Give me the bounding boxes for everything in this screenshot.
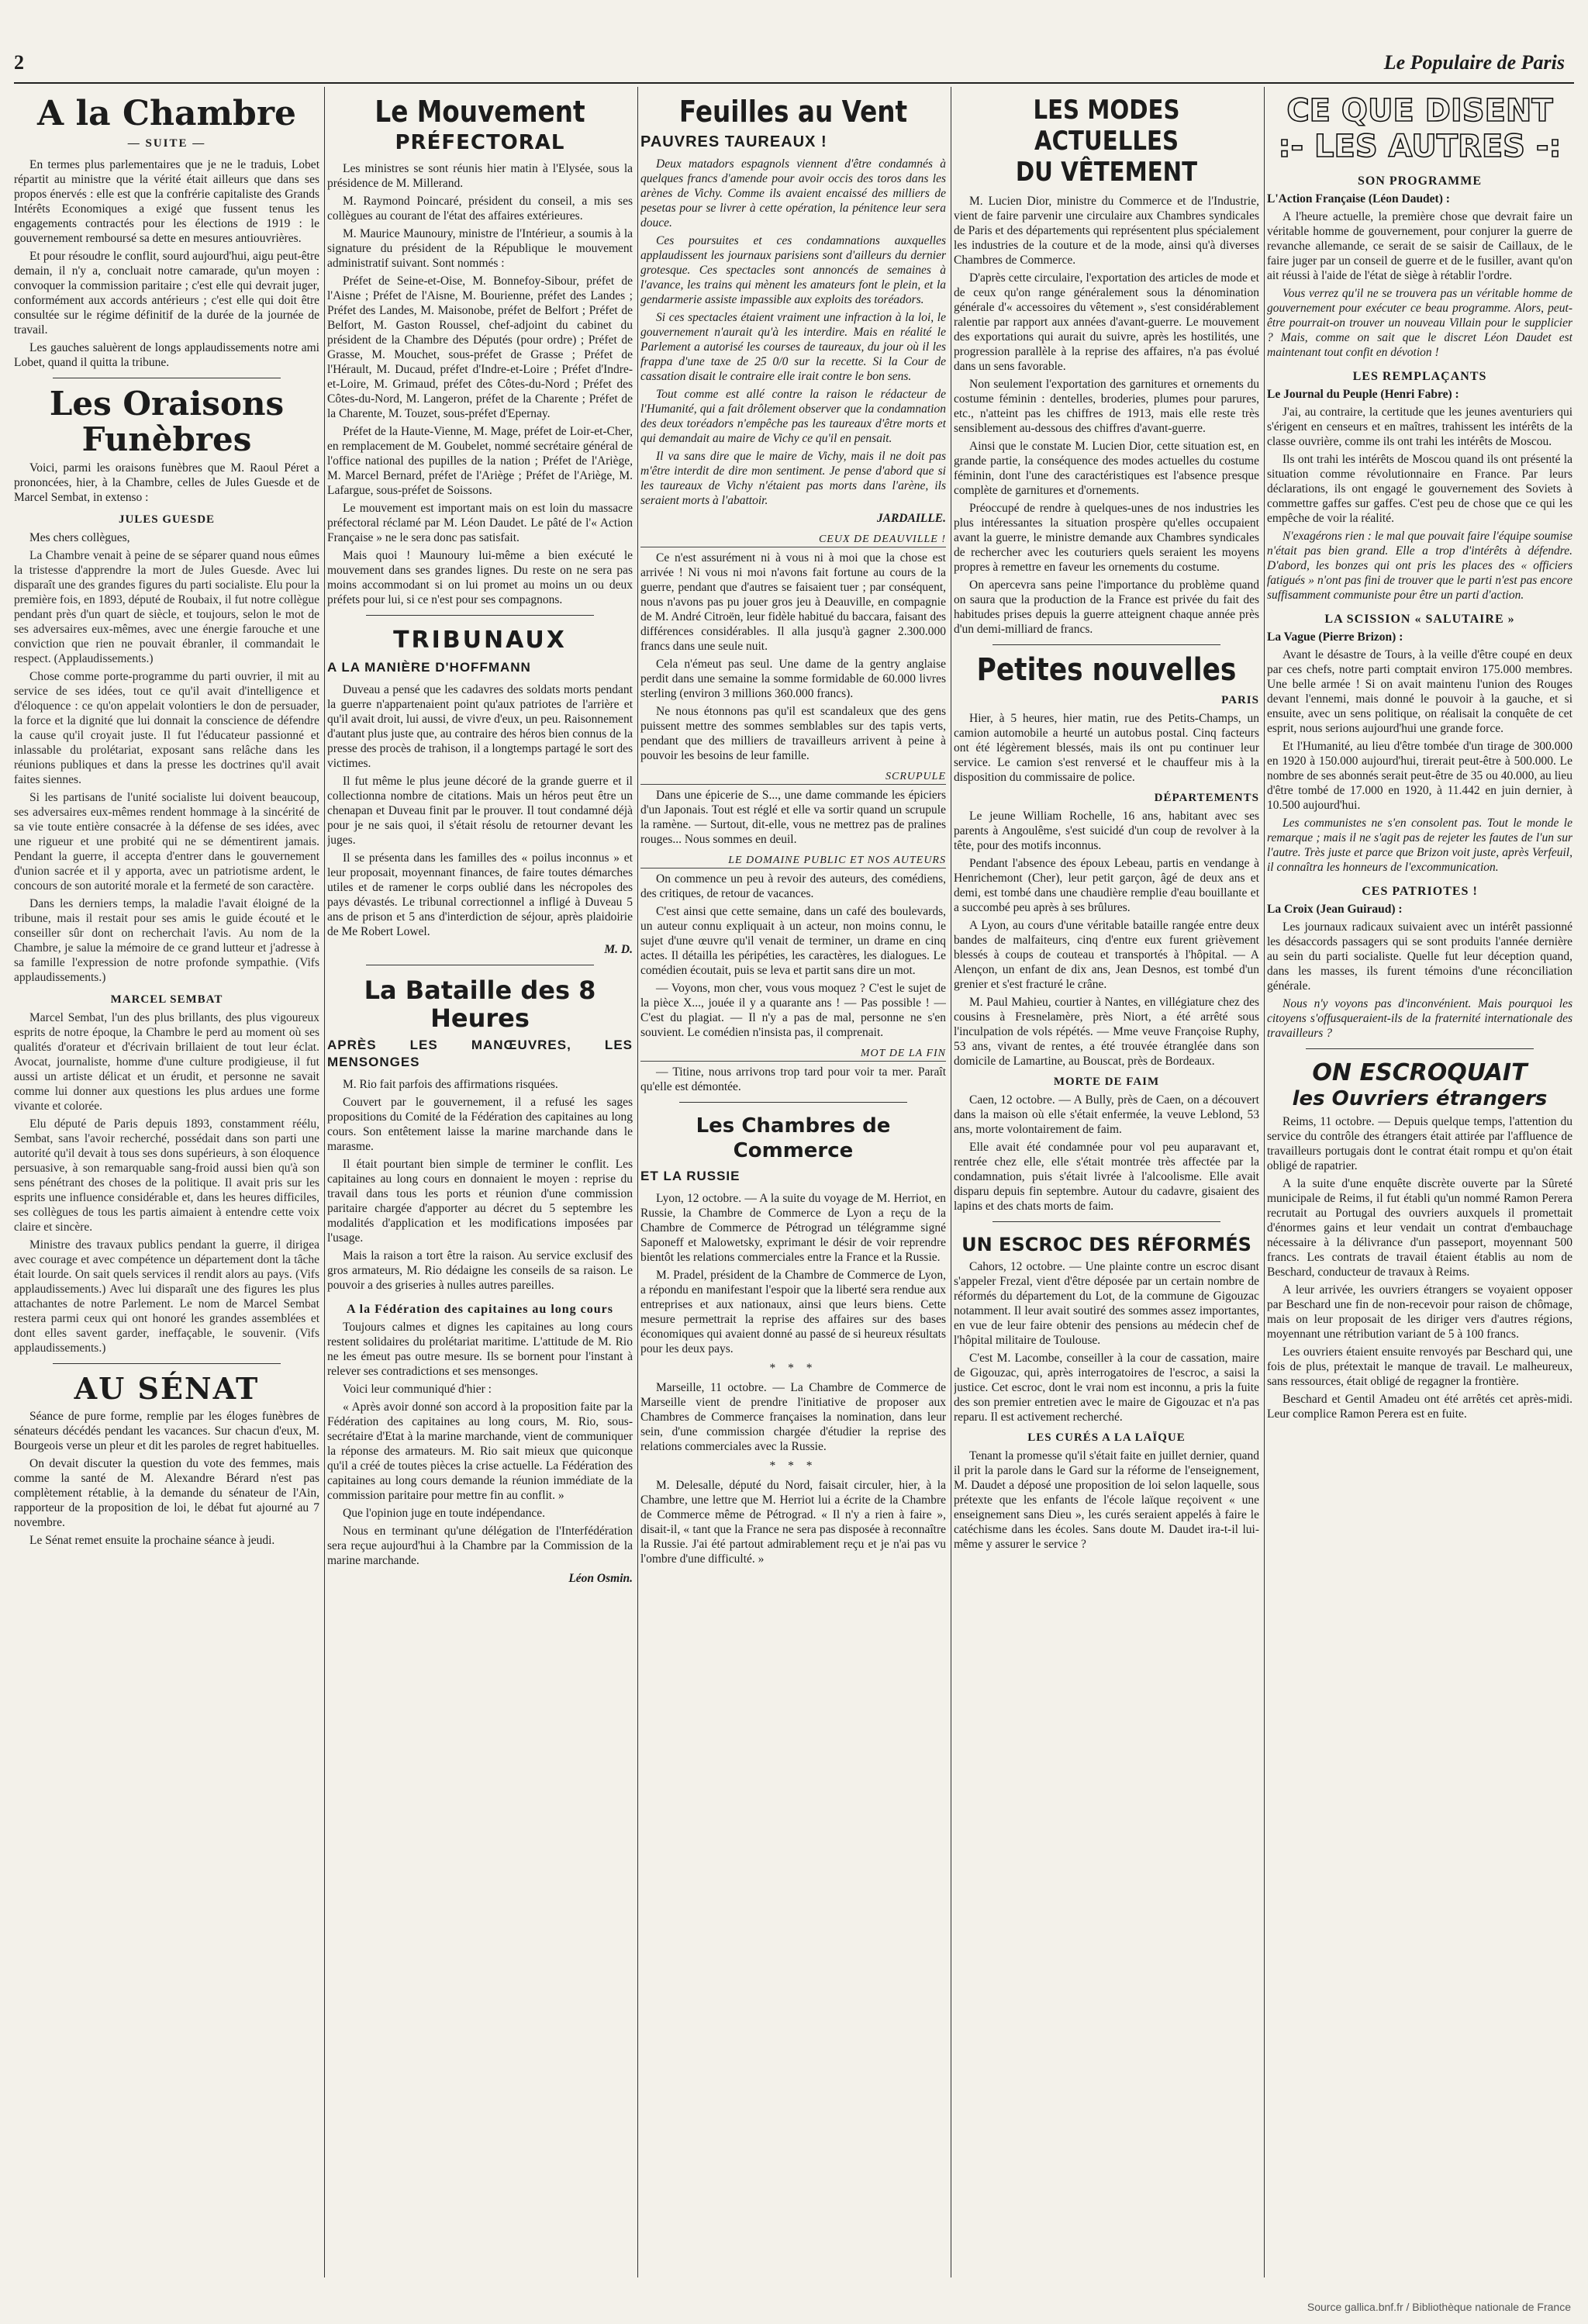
paragraph: A leur arrivée, les ouvriers étrangers se voyaient opposer par Beschard une fin de non-recevoir pour raison de chômage, mais on leur proposait de les diriger vers d'autres régions, moyennant une rétribution variant de 5 à 100 francs. — [1267, 1283, 1572, 1341]
paragraph: Les journaux radicaux suivaient avec un intérêt passionné les désaccords passagers qui se sont produits l'année dernière au sein du parti socialiste. Quelle fut leur déception quand, dans les masses, ils furent témoins d'une réconciliation générale. — [1267, 920, 1572, 993]
paragraph: Ces poursuites et ces condamnations auxquelles applaudissent les journaux parisiens sont d'ailleurs du dernier grotesque. Ces spectacles sont annoncés de semaines à l'avance, les trains qui mènent les amateurs font le plein, et la gendarmerie assiste impassible aux exploits des toréadors. — [640, 234, 946, 306]
newspaper-name: Le Populaire de Paris — [1383, 51, 1565, 74]
paragraph: M. Raymond Poincaré, président du conseil, a mis ses collègues au courant de l'état des affaires extérieures. — [327, 195, 633, 223]
paragraph: Les gauches saluèrent de longs applaudissements notre ami Lobet, quand il quitta la tribune. — [14, 341, 319, 369]
paragraph: Ministre des travaux publics pendant la guerre, il dirigea avec courage et avec compétence un département dont la tâche était lourde. On sait quels services il rendit alors au pays. (Vifs applaudissements.) Avec lui disparaît une des figures les plus attachantes de notre Parlement. Le nom de Marcel Sembat restera parmi ceux qui ont honoré les grandes assemblées et dont elles savent garder, ineffaçable, le souvenir. (Vifs applaudissements.) — [14, 1238, 319, 1355]
paragraph: Il se présenta dans les familles des « poilus inconnus » et leur proposait, moyennant finances, de faire toutes démarches utiles et de ramener le corps oublié dans les nécropoles des pays dévastés. Le tribunal correctionnel a infligé à Duveau 5 ans de prison et 5 ans d'interdiction de séjour, après plaidoirie de Me Robert Lowel. — [327, 851, 633, 938]
paragraph: C'est ainsi que cette semaine, dans un café des boulevards, un auteur connu expliquait à un acteur, non moins connu, le sujet d'une œuvre qu'il venait de terminer, un drame en cinq actes. Il détailla les péripéties, les caractères, les dialogues. Le comédien écoutait, puis se leva et partit sans dire un mot. — [640, 905, 946, 977]
paragraph: Et l'Humanité, au lieu d'être tombée d'un tirage de 300.000 en 1920 à 150.000 aujourd'hui, tirerait peut-être à 500.000. Le nombre de ses abonnés serait peut-être de 35 ou 40.000, au lieu d'être tombé de 17.000 en 1920, à 11.442 en juin dernier, à 10.500 aujourd'hui. — [1267, 740, 1572, 812]
headline-escroc-reformes: UN ESCROC DES RÉFORMÉS — [961, 1234, 1251, 1255]
article-columns — [14, 87, 1574, 2277]
paragraph: D'après cette circulaire, l'exportation des articles de mode et de ceux qu'on range généralement sous la dénomination générale d'« accessoires du vêtement », s'est considérablement ralentie par rapport aux années d'avant-guerre. Le mouvement des exportations qui aurait du suivre, après les hostilités, une progression parallèle à la reprise des affaires, n'a pas évolué dans un sens favorable. — [954, 271, 1259, 373]
paragraph: La Chambre venait à peine de se séparer quand nous eûmes la tristesse d'apprendre la mort de Jules Guesde. Avec lui disparaît une des grandes figures du parti socialiste. Elu pour la première fois, en 1893, député de Roubaix, il fut notre collègue pendant près d'un quart de siècle, et toujours, selon le mot de ses adversaires eux-mêmes, avec une énergie farouche et une conviction que rien ne pouvait ébranler, il commandait le respect. (Applaudissements.) — [14, 549, 319, 665]
paragraph: Dans les derniers temps, la maladie l'avait éloigné de la tribune, mais il restait pour ses amis le guide écouté et le conseiller sûr dont on recherchait l'avis. Au nom de la Chambre, je salue la mémoire de ce grand lutteur et j'adresse à sa famille l'expression de notre profonde sympathie. (Vifs applaudissements.) — [14, 897, 319, 984]
divider — [1306, 1048, 1534, 1049]
paragraph: Marcel Sembat, l'un des plus brillants, des plus vigoureux esprits de notre époque, la Chambre le perd au moment où ses qualités d'orateur et d'écrivain brillaient de tout leur éclat. Avocat, journaliste, homme d'une culture prodigieuse, il fut aussi un artiste délicat et un érudit, et personne ne savait comme lui donner aux questions les plus ardues une forme vivante et colorée. — [14, 1011, 319, 1113]
byline: Léon Osmin. — [568, 1572, 633, 1585]
paragraph: On commence un peu à revoir des auteurs, des comédiens, des critiques, de retour de vacances. — [640, 872, 946, 900]
paragraph: Hier, à 5 heures, hier matin, rue des Petits-Champs, un camion automobile a heurté un autobus postal. Cinq facteurs ont été légèrement blessés, mais ils ont pu continuer leur service. Le camion s'est renversé et le chauffeur mis à la disposition du commissaire de police. — [954, 712, 1259, 784]
rubric-deauville: CEUX DE DEAUVILLE ! — [640, 532, 946, 547]
subhead-taureaux: PAUVRES TAUREAUX ! — [640, 133, 827, 150]
paragraph: — Titine, nous arrivons trop tard pour voir ta mer. Paraît qu'elle est démontée. — [640, 1065, 946, 1093]
paragraph: Ce n'est assurément ni à vous ni à moi que la chose est arrivée ! Ni vous ni moi n'avons fait fortune au cours de la guerre, pendant que d'autres se faisaient tuer ; par conséquent, nous n'avons pas pu jouer gros jeu à Deauville, en compagnie de M. André Citroën, leur fidèle habitué du baccara, faisant des différences considérables. Il alla jusqu'à gagner 2.300.000 francs dans une seule nuit. — [640, 551, 946, 653]
paragraph: N'exagérons rien : le mal que pouvait faire l'équipe soumise n'était pas bien grand. Elle a trop d'intérêts à défendre. D'abord, les bonzes qui ont pris les places des « officiers fatigués » n'ont pas fini de trouver que le parti n'est pas encore suffisamment communiste pour être un parti d'action. — [1267, 530, 1572, 602]
paragraph: Ne nous étonnons pas qu'il est scandaleux que des gens puissent mettre des sommes semblables sur des tapis verts, pendant que des milliers de travailleurs arrivent à peine à pouvoir les besoins de leur famille. — [640, 705, 946, 762]
paragraph: Dans une épicerie de S..., une dame commande les épiciers d'un Japonais. Tout est réglé et elle va sortir quand un scrupule la ramène. — Surtout, dit-elle, vous ne mettrez pas de pralines rouges... Nous sommes en deuil. — [640, 789, 946, 846]
paragraph: Mais la raison a tort être la raison. Au service exclusif des gros armateurs, M. Rio dédaigne les conseils de sa raison. Le pouvoir a des griseries à nulles autres pareilles. — [327, 1249, 633, 1292]
paragraph: Ils ont trahi les intérêts de Moscou quand ils ont présenté la situation comme révolutionnaire en France. Par leurs déclarations, ils ont engagé le gouvernement des Soviets à commettre gaffes sur gaffes. C'est peu de chose que ce qui les empêche de voir la réalité. — [1267, 453, 1572, 525]
paragraph: Deux matadors espagnols viennent d'être condamnés à quelques francs d'amende pour avoir occis des toros dans les arènes de Vichy. Comme ils avaient encaissé des milliers de pesetas pour se livrer à cette opération, la pénitence leur sera douce. — [640, 157, 946, 230]
paragraph: Cahors, 12 octobre. — Une plainte contre un escroc disant s'appeler Frezal, vient d'être déposée par un certain nombre de réformés du département du Lot, de la commune de Gigouzac notamment. Il leur avait soutiré des sommes assez importantes, en vue de leur faire obtenir des pensions au médecin chef de l'hôpital militaire de Toulouse. — [954, 1260, 1259, 1347]
subhead-cures-laique: LES CURÉS A LA LAÏQUE — [1027, 1431, 1186, 1444]
divider — [679, 1102, 907, 1103]
divider — [992, 1221, 1220, 1222]
paragraph: Tenant la promesse qu'il s'était faite en juillet dernier, quand il prit la parole dans le Gard sur la réforme de l'enseignement, M. Daudet a déposé une proposition de loi selon laquelle, sous prétexte que les enfants de l'école laïque reçoivent « une enseignement sans Dieu », les curés seraient appelés à faire le catéchisme dans les écoles. Sans doute M. Daudet ira-t-il lui-même y assurer le service ? — [954, 1449, 1259, 1551]
paragraph: Le mouvement est important mais on est loin du massacre préfectoral réclamé par M. Léon Daudet. Le pâté de l'« Action Française » ne le sera donc pas satisfait. — [327, 502, 633, 544]
paragraph: Préfet de la Haute-Vienne, M. Mage, préfet de Loir-et-Cher, en remplacement de M. Goubelet, nommé secrétaire général de l'office national des pupilles de la nation ; Préfet de l'Ariège, M. Marcel Bernard, préfet de l'Ariège ; Préfet de l'Ariège, M. Lafargue, sous-préfet de Soissons. — [327, 425, 633, 497]
paragraph: Préoccupé de rendre à quelques-unes de nos industries les plus intéressantes la situation prospère qu'elles occupaient avant la guerre, le ministre demande aux Chambres syndicales de rechercher avec les couturiers quels seraient les moyens propres à remettre en faveur les ornements du costume. — [954, 502, 1259, 574]
source-journal-du-peuple: Le Journal du Peuple (Henri Fabre) : — [1267, 388, 1459, 401]
paragraph: Il était pourtant bien simple de terminer le conflit. Les capitaines au long cours en donnaient le moyen : reprise du travail dans tous les ports et réunion d'une commission paritaire chargée d'apporter au décret du 5 septembre les modalités d'application et les modifications imposées par l'usage. — [327, 1158, 633, 1245]
column-modes — [954, 87, 1259, 2277]
source-action-francaise: L'Action Française (Léon Daudet) : — [1267, 192, 1450, 205]
page-number: 2 — [14, 51, 24, 74]
column-ce-que-disent — [1267, 87, 1572, 2277]
headline-ouvriers-etrangers: les Ouvriers étrangers — [1292, 1087, 1548, 1110]
paragraph: Mes chers collègues, — [29, 531, 130, 544]
paragraph: Beschard et Gentil Amadeu ont été arrêtés cet après-midi. Leur complice Ramon Perera est en fuite. — [1267, 1393, 1572, 1421]
byline: JARDAILLE. — [876, 512, 946, 525]
paragraph: M. Delesalle, député du Nord, faisait circuler, hier, à la Chambre, une lettre que M. Herriot lui a écrite de la Chambre de Commerce même de Pétrograd. « Il n'y a rien à faire », disait-il, « tant que la France ne sera pas disposée à reconnaître la Russie. J'ai été partout admirablement reçu et je n'ai pas vu l'ombre d'une difficulté. » — [640, 1479, 946, 1566]
kicker-suite: — SUITE — — [127, 137, 206, 150]
paragraph: Les ouvriers étaient ensuite renvoyés par Beschard qui, une fois de plus, prétextait le manque de travail. Le malheureux, sans ressources, était obligé de regagner la frontière. — [1267, 1345, 1572, 1388]
paragraph: Les communistes ne s'en consolent pas. Tout le monde le remarque ; mais il ne s'agit pas de rejeter les fautes de l'un sur l'autre. Très juste et parce que Brizon voit juste, après Verfeuil, il connaîtra les honneurs de l'excommunication. — [1267, 817, 1572, 874]
paragraph: Couvert par le gouvernement, il a refusé les sages propositions du Comité de la Fédération des capitaines au long cours. Son entêtement laisse la marine marchande dans le marasme. — [327, 1096, 633, 1153]
paragraph: C'est M. Lacombe, conseiller à la cour de cassation, maire de Gigouzac, qui, après interrogatoires de l'escroc, a saisi la justice. Cet escroc, dont le vrai nom est inconnu, a pris la fuite des son premier entretien avec le maire de Gigouzac et n'a pas reparu. Il est activement recherché. — [954, 1352, 1259, 1424]
paragraph: Le Sénat remet ensuite la prochaine séance à jeudi. — [29, 1534, 275, 1547]
paragraph: En termes plus parlementaires que je ne le traduis, Lobet répartit au ministre que la vérité était ailleurs que dans ses propos énervés : elle est que la confrérie capitaliste des Grands Intérêts Economiques a exigé que fussent tenus les engagements contractés pour les élections de 1919 : le gouvernement remboursé sa dette en mesures antiouvrières. — [14, 158, 319, 245]
paragraph: Nous n'y voyons pas d'inconvénient. Mais pourquoi les citoyens s'offusqueraient-ils de la fraternité internationale des travailleurs ? — [1267, 997, 1572, 1040]
divider — [366, 615, 594, 616]
paragraph: Reims, 11 octobre. — Depuis quelque temps, l'attention du service du contrôle des étrangers était attirée par l'affluence de travailleurs portugais dont le contrat était rompu et qu'on était obligé de rapatrier. — [1267, 1115, 1572, 1172]
column-divider — [637, 87, 638, 2277]
source-la-croix: La Croix (Jean Guiraud) : — [1267, 903, 1403, 916]
headline-mouvement: Le Mouvement — [375, 95, 585, 129]
paragraph: — Voyons, mon cher, vous vous moquez ? C'est le sujet de la pièce X..., jouée il y a quarante ans ! — Pas possible ! — C'est du plagiat. — Il n'y a pas de mal, personne ne s'en souvient. Le comédien n'insista pas, il comprenait. — [640, 982, 946, 1039]
headline-chambre: A la Chambre — [36, 94, 297, 133]
paragraph: Voici, parmi les oraisons funèbres que M. Raoul Péret a prononcées, hier, à la Chambre, celles de Jules Guesde et de Marcel Sembat, in extenso : — [14, 461, 319, 504]
paragraph: J'ai, au contraire, la certitude que les jeunes aventuriers qui s'érigent en censeurs et en maîtres, trahissent les intérêts de la classe ouvrière, comme ils ont trahi les intérêts de Moscou. — [1267, 406, 1572, 448]
paragraph: Les ministres se sont réunis hier matin à l'Elysée, sous la présidence de M. Millerand. — [327, 162, 633, 190]
paragraph: Séance de pure forme, remplie par les éloges funèbres de sénateurs décédés pendant les vacances. Sur chacun d'eux, M. Bourgeois verse un pleur et dit les paroles de regret habituelles. — [14, 1410, 319, 1452]
paragraph: Il fut même le plus jeune décoré de la grande guerre et il collectionna nombre de citations. Mais un héros peut être un chenapan et Duveau finit par le prouver. Il tout condamné déjà pour je ne sais quoi, il s'était résolu de retourner devant les juges. — [327, 775, 633, 847]
headline-petites-nouvelles: Petites nouvelles — [976, 652, 1237, 688]
column-feuilles — [640, 87, 946, 2277]
paragraph: Nous en terminant qu'une délégation de l'Interfédération sera reçue aujourd'hui à la Chambre par la Commission de la marine marchande. — [327, 1525, 633, 1567]
column-divider — [324, 87, 325, 2277]
separator-stars: * * * — [769, 1362, 817, 1375]
paragraph: Pendant l'absence des époux Lebeau, partis en vendange à Henrichemont (Cher), leur petit garçon, âgé de deux ans et demi, est tombé dans une chaudière remplie d'eau bouillante et a succombé peu après à ses brûlures. — [954, 857, 1259, 914]
paragraph: Ainsi que le constate M. Lucien Dior, cette situation est, en grande partie, la conséquence des modes actuelles du costume féminin, dont l'une des caractéristiques est l'absence presque complète de garnitures et d'ornements. — [954, 440, 1259, 497]
subhead-patriotes: CES PATRIOTES ! — [1362, 885, 1478, 898]
paragraph: A la suite d'une enquête discrète ouverte par la Sûreté municipale de Reims, il fut établi qu'un nommé Ramon Perera recrutait au Portugal des ouvriers auxquels il promettait d'énormes gains et leur vendait un contrat d'embauchage nécessaire à la délivrance d'un passeport, moyennant 500 francs. Les contrats de travail étaient établis au nom de Beschard, conducteur de travaux à Reims. — [1267, 1177, 1572, 1279]
paragraph: Si ces spectacles étaient vraiment une infraction à la loi, le gouvernement n'aurait qu'à les interdire. Mais en réalité le Parlement a autorisé les courses de taureaux, du jour où il les frappa d'une taxe de 25 0/0 sur la recette. Si la Cour de cassation disait le contraire elle irait contre le bon sens. — [640, 311, 946, 383]
subhead-sembat: MARCEL SEMBAT — [110, 993, 223, 1006]
paragraph: Tout comme est allé contre la raison le rédacteur de l'Humanité, qui a fait drôlement observer que la condamnation des deux toréadors n'empêche pas les taureaux d'être morts et qui demandait au maire de Vichy ce qu'il en pensait. — [640, 388, 946, 445]
source-la-vague: La Vague (Pierre Brizon) : — [1267, 630, 1403, 644]
subhead-programme: SON PROGRAMME — [1357, 174, 1483, 188]
subhead-federation: A la Fédération des capitaines au long cours — [346, 1303, 613, 1316]
byline: M. D. — [604, 943, 633, 956]
paragraph: On apercevra sans peine l'importance du problème quand on saura que la production de la France est privée du fait des habitudes prises depuis la guerre atteignent chaque année près d'un demi-milliard de francs. — [954, 578, 1259, 636]
paragraph: Marseille, 11 octobre. — La Chambre de Commerce de Marseille vient de prendre l'initiative de proposer aux Chambres de Commerce françaises la nomination, dans leur sein, d'une commission chargée d'étudier la reprise des relations commerciales avec la Russie. — [640, 1381, 946, 1453]
subhead-guesde: JULES GUESDE — [118, 513, 216, 526]
headline-ce-que-disent: CE QUE DISENT — [1286, 93, 1553, 129]
paragraph: Chose comme porte-programme du parti ouvrier, il mit au service de ses idées, tout ce qu'il avait d'intelligence et d'éloquence : ce qu'on appelait volontiers le don de persuader, la force et la dignité que lui donnait la conscience de défendre la cause qu'il croyait juste. Il fut l'éducateur passionné et inlassable du prolétariat, exposant sans relâche dans les réunions publiques et dans la presse les doctrines qu'il avait faites siennes. — [14, 670, 319, 786]
headline-escroquait: ON ESCROQUAIT — [1312, 1059, 1528, 1086]
divider — [53, 1363, 281, 1364]
paragraph: M. Pradel, président de la Chambre de Commerce de Lyon, a répondu en manifestant l'espoir que la liberté sera rendue aux entreprises et aux nationaux, ainsi que leurs biens. Cette mesure permettrait la reprise des affaires sur des bases économiques qui avaient donné au passé de si heureux résultats pour les deux pays. — [640, 1269, 946, 1355]
paragraph: Cela n'émeut pas seul. Une dame de la gentry anglaise perdit dans une semaine la somme formidable de 60.000 livres sterling (environ 3 millions 360.000 francs). — [640, 658, 946, 700]
paragraph: Le jeune William Rochelle, 16 ans, habitant avec ses parents à Angoulême, s'est suicidé d'un coup de revolver à la tête, pour des motifs inconnus. — [954, 810, 1259, 852]
paragraph: Elle avait été condamnée pour vol peu auparavant et, rentrée chez elle, elle s'était montrée très affectée par la condamnation, puis s'était livrée à l'alcoolisme. Elle avait disparu depuis fin septembre. Autour du cadavre, gisaient des lapins et des chats morts de faim. — [954, 1141, 1259, 1213]
paragraph: Avant le désastre de Tours, à la veille d'être coupé en deux par ces chefs, notre parti comptait environ 175.000 membres. Une belle armée ! Si on avait maintenu l'union des Rouges devant l'ennemi, mais donné le pouvoir à la gauche, et si ensuite, avec un sens politique, on réalisait la conquête de cet esprit, nous serions aujourd'hui une grande force. — [1267, 648, 1572, 735]
paragraph: On devait discuter la question du vote des femmes, mais comme la santé de M. Alexandre Bérard n'est pas complètement rétablie, à la demande du sénateur de l'Ain, rapporteur de la proposition de loi, le débat fut ajourné au 7 novembre. — [14, 1457, 319, 1529]
paragraph: A Lyon, au cours d'une véritable bataille rangée entre deux bandes de malfaiteurs, cinq d'entre eux furent grièvement blessés à coups de couteau et transportés à l'hôpital. — A Alençon, un enfant de dix ans, Jean Desnos, est tombé d'un grenier et s'est fracturé le crâne. — [954, 919, 1259, 991]
headline-modes-line1: LES MODES ACTUELLES — [1033, 95, 1180, 157]
separator-stars: * * * — [769, 1459, 817, 1473]
paragraph: Et pour résoudre le conflit, sourd aujourd'hui, aigu peut-être demain, il n'y a, concluait notre camarade, qu'un moyen : convoquer la commission paritaire ; c'est elle qui devrait juger, conformément aux accords antérieurs ; c'est elle qui doit être consultée sur le régime définitif de la durée de la journée de travail. — [14, 250, 319, 337]
paragraph: M. Lucien Dior, ministre du Commerce et de l'Industrie, vient de faire parvenir une circulaire aux Chambres syndicales de Paris et des départements qui représentent plus spécialement les industries de la couture et de la mode, ainsi qu'à diverses Chambres de Commerce. — [954, 195, 1259, 267]
dateline-paris: PARIS — [1221, 694, 1259, 706]
paragraph: Caen, 12 octobre. — A Bully, près de Caen, on a découvert dans la maison où elle s'était enfermée, la veuve Leblond, 53 ans, morte volontairement de faim. — [954, 1093, 1259, 1136]
headline-modes-line2: DU VÊTEMENT — [1015, 157, 1198, 188]
subhead-hoffmann: A LA MANIÈRE D'HOFFMANN — [327, 660, 531, 675]
paragraph: Lyon, 12 octobre. — A la suite du voyage de M. Herriot, en Russie, la Chambre de Commerce de Lyon a reçu de la Chambre de Commerce de Pétrograd un télégramme signé Saponeff et Malowetsky, exprimant le désir de voir reprendre bientôt les relations commerciales entre la France et la Russie. — [640, 1192, 946, 1264]
paragraph: « Après avoir donné son accord à la proposition faite par la Fédération des capitaines au long cours, M. Rio, sous-secrétaire d'Etat à la marine marchande, vient de communiquer la réponse des armateurs. M. Rio sait mieux que quiconque qu'il a créé de toutes pièces la crise actuelle. La Fédération des capitaines au long cours demande la réunion immédiate de la commission paritaire pour mettre fin au conflit. » — [327, 1400, 633, 1502]
paragraph: Si les partisans de l'unité socialiste lui doivent beaucoup, ses adversaires eux-mêmes rendent hommage à la sincérité de sa vie toute entière consacrée à la défense de ses idées, avec une rigueur et une probité qui ne se démentirent jamais. Pendant la guerre, il accepta d'entrer dans le gouvernement d'union sacrée et il y apporta, avec un patriotisme ardent, le concours de son autorité morale et la fermeté de son caractère. — [14, 791, 319, 893]
column-divider — [1264, 87, 1265, 2277]
headline-tribunaux: TRIBUNAUX — [393, 627, 567, 654]
paragraph: Préfet de Seine-et-Oise, M. Bonnefoy-Sibour, préfet de l'Aisne ; Préfet de l'Aisne, M. Bourienne, préfet des Landes ; Préfet des Landes, M. Maisonobe, préfet de Belfort ; Préfet de Belfort, M. Gaston Roussel, chef-adjoint du cabinet du président de la Chambre des Députés (pour ordre) ; Préfet de Grasse, M. Mouchet, sous-préfet de Grasse ; Préfet de l'Hérault, M. Ducaud, préfet d'Indre-et-Loire ; Préfet d'Indre-et-Loire, M. Grimaud, préfet des Côtes-du-Nord ; Préfet des Côtes-du-Nord, M. Langeron, préfet de la Charente ; Préfet de la Charente, M. Touzet, sous-préfet d'Epernay. — [327, 275, 633, 420]
subhead-russie: ET LA RUSSIE — [640, 1169, 740, 1183]
subhead-manoeuvres: APRÈS LES MANŒUVRES, LES MENSONGES — [327, 1038, 633, 1069]
paragraph: A l'heure actuelle, la première chose que devrait faire un véritable homme de gouvernement, pour conjurer la guerre de revanche allemande, ce serait de se saisir de Caillaux, de le faire juger par un conseil de guerre et de le fusiller, avant qu'on ait réussi à l'aide de l'état de siège à rétablir l'ordre. — [1267, 210, 1572, 282]
paragraph: Duveau a pensé que les cadavres des soldats morts pendant la guerre n'appartenaient point qu'aux patriotes de l'arrière et qu'il avait droit, lui aussi, de vivre d'eux, un peu. Raisonnement d'autant plus juste que, au contraire des héros bien connus de la presse des procès de trahison, il a longtemps partagé le sort des victimes. — [327, 683, 633, 770]
dateline-departements: DÉPARTEMENTS — [1154, 792, 1259, 804]
headline-feuilles: Feuilles au Vent — [678, 95, 908, 129]
paragraph: Toujours calmes et dignes les capitaines au long cours restent solidaires du prolétariat maritime. L'attitude de M. Rio ne les émeut pas outre mesure. Ils se bornent pour l'instant à relever ses contradictions et ses mensonges. — [327, 1321, 633, 1378]
paragraph: Que l'opinion juge en toute indépendance. — [343, 1507, 546, 1520]
headline-senat: AU SÉNAT — [74, 1371, 260, 1406]
headline-bataille: La Bataille des 8 Heures — [364, 976, 596, 1033]
headline-chambres-commerce: Les Chambres de Commerce — [696, 1114, 891, 1162]
paragraph: Voici leur communiqué d'hier : — [343, 1383, 492, 1396]
paragraph: Elu député de Paris depuis 1893, constamment réélu, Sembat, sans l'avoir recherché, possédait dans son parti une autorité qu'il devait à tous ses dons supérieurs, à son éloquence persuasive, à son remarquable sang-froid aussi bien qu'à son sens pénétrant des choses de la politique. Il avait pris sur les esprits une influence considérable et, dans les heures difficiles, ses collègues de tous les partis aimaient à entendre cette voix claire et sincère. — [14, 1117, 319, 1234]
rubric-mot-de-la-fin: MOT DE LA FIN — [640, 1046, 946, 1062]
source-footer: Source gallica.bnf.fr / Bibliothèque nationale de France — [1307, 2301, 1571, 2313]
column-chambre — [14, 87, 319, 2277]
rubric-scrupule: SCRUPULE — [640, 769, 946, 785]
headline-oraisons: Les Oraisons Funèbres — [49, 385, 285, 458]
rubric-domaine-public: LE DOMAINE PUBLIC ET NOS AUTEURS — [640, 853, 946, 868]
subhead-remplacants: LES REMPLAÇANTS — [1352, 370, 1487, 383]
paragraph: M. Paul Mahieu, courtier à Nantes, en villégiature chez des cousins à Fresnelamère, près Niort, a été arrêté sous l'inculpation de vols répétés. — Mme veuve Françoise Ruphy, 53 ans, vivant de rentes, a été trouvée étranglée dans son domicile de Lamartine, au Bouscat, près de Bordeaux. — [954, 996, 1259, 1068]
paragraph: Mais quoi ! Maunoury lui-même a bien exécuté le mouvement dans ses grandes lignes. Du reste on ne sera pas moins accommodant si on lui promet au moins un ou deux préfets pour lui, si ce n'est pour ses compagnons. — [327, 549, 633, 606]
headline-les-autres: :- LES AUTRES -: — [1278, 129, 1562, 164]
subhead-morte-de-faim: MORTE DE FAIM — [1053, 1076, 1160, 1088]
paragraph: M. Maurice Maunoury, ministre de l'Intérieur, a soumis à la signature du président de la République le mouvement administratif suivant. Sont nommés : — [327, 227, 633, 270]
paragraph: Il va sans dire que le maire de Vichy, mais il ne doit pas m'être interdit de dire mon sentiment. Je pense d'abord que si les taureaux de Vichy n'étaient pas morts dans l'arène, ils seraient morts à l'abattoir. — [640, 450, 946, 507]
column-mouvement — [327, 87, 633, 2277]
subhead-scission: LA SCISSION « SALUTAIRE » — [1324, 613, 1515, 626]
subhead-prefectoral: PRÉFECTORAL — [395, 131, 565, 154]
paragraph: Non seulement l'exportation des garnitures et ornements du costume féminin : dentelles, broderies, plumes pour parures, etc., n'atteint pas les chiffres de 1913, mais elle reste très sensiblement au-dessous des chiffres d'avant-guerre. — [954, 378, 1259, 435]
paragraph: Vous verrez qu'il ne se trouvera pas un véritable homme de gouvernement pour exécuter ce beau programme. Alors, peut-être pourrait-on trouver un nouveau Villain pour le supplicier ? Mais, comme on sait que le discret Léon Daudet est maintenant tout confit en dévotion ! — [1267, 287, 1572, 359]
paragraph: M. Rio fait parfois des affirmations risquées. — [343, 1078, 558, 1091]
running-header — [14, 48, 1574, 84]
divider — [992, 644, 1220, 645]
